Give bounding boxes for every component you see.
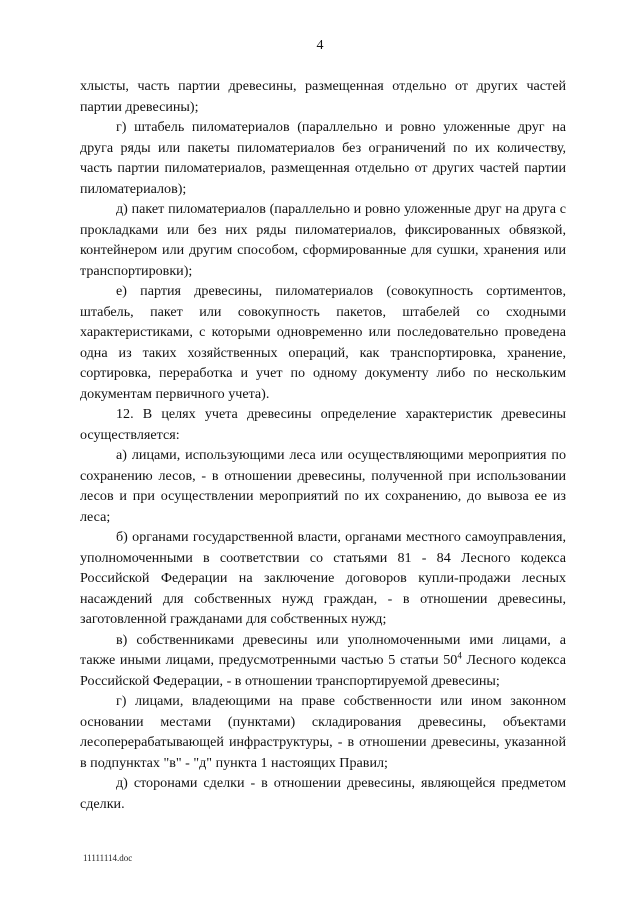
paragraph-item-d-deal-parties: д) сторонами сделки - в отношении древесины, являющейся предметом сделки.: [80, 775, 566, 812]
paragraph-v-text-before: в) собственниками древесины или уполномоченными ими лицами, а также иными лицами, предусмотренными частью 5 статьи 50: [80, 631, 566, 668]
document-body: [80, 76, 566, 814]
page-number: 4: [316, 38, 324, 53]
paragraph-item-v-owners: [80, 630, 566, 692]
footer-file-name: 11111114.doc: [83, 853, 133, 863]
paragraph-continuation: хлысты, часть партии древесины, размещенная отдельно от других частей партии древесины);: [80, 78, 566, 115]
paragraph-item-b-authorities: б) органами государственной власти, органами местного самоуправления, уполномоченными в соответствии со статьями 81 - 84 Лесного кодекса Российской Федерации на заключение договоров купли-продажи лесных насаждений для собственных нужд граждан, - в отношении древесины, заготовленной гражданами для собственных нужд;: [80, 529, 566, 627]
paragraph-item-g-stack: г) штабель пиломатериалов (параллельно и ровно уложенные друг на друга ряды или пакеты пиломатериалов без ограничений по их количеству, часть партии пиломатериалов, размещенная отдельно от других частей партии пиломатериалов);: [80, 119, 566, 197]
article-superscript: 4: [457, 650, 462, 661]
paragraph-item-d-package: д) пакет пиломатериалов (параллельно и ровно уложенные друг на друга с прокладками или без них ряды пиломатериалов, фиксированных обвязкой, контейнером или другим способом, сформированные для сушки, хранения или транспортировки);: [80, 201, 566, 279]
paragraph-item-g-warehouses: г) лицами, владеющими на праве собственности или ином законном основании местами (пунктами) складирования древесины, объектами лесоперерабатывающей инфраструктуры, - в отношении древесины, указанной в подпунктах "в" - "д" пункта 1 настоящих Правил;: [80, 693, 566, 771]
paragraph-clause-12: 12. В целях учета древесины определение характеристик древесины осуществляется:: [80, 406, 566, 443]
paragraph-item-a-forest-users: а) лицами, использующими леса или осуществляющими мероприятия по сохранению лесов, - в отношении древесины, полученной при использовании лесов и при осуществлении мероприятий по их сохранению, до вывоза ее из леса;: [80, 447, 566, 525]
paragraph-v-text-after: Лесного кодекса Российской Федерации, - в отношении транспортируемой древесины;: [80, 652, 566, 689]
paragraph-item-e-batch: е) партия древесины, пиломатериалов (совокупность сортиментов, штабель, пакет или совокупность пакетов, штабелей со сходными характеристиками, с которыми одновременно или последовательно проведена одна из таких хозяйственных операций, как транспортировка, хранение, сортировка, переработка и учет по одному документу либо по нескольким документам первичного учета).: [80, 283, 566, 402]
